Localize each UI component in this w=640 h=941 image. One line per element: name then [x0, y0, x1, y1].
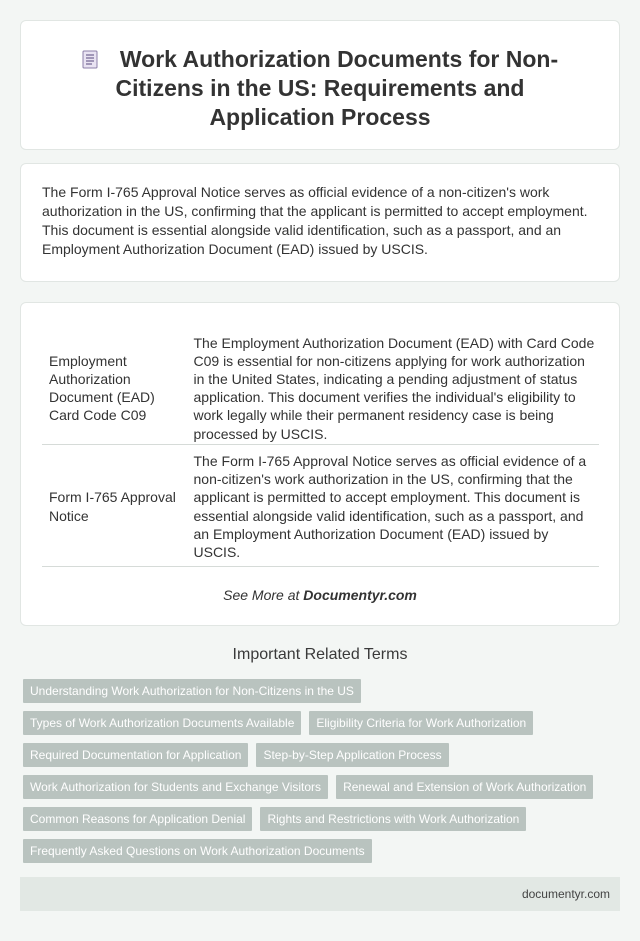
document-icon: [82, 50, 98, 69]
tag-row: [23, 743, 613, 767]
see-more-prefix: See More at: [223, 587, 300, 603]
related-terms-list: [23, 679, 613, 871]
document-description: The Form I-765 Approval Notice serves as official evidence of a non-citizen's work authorization in the US, confirming that the applicant is permitted to accept employment. This document is essential alongside valid identification, such as a passport, and an Employment Authorization Document (EAD) issued by USCIS.: [187, 444, 599, 566]
tag-row: [23, 775, 613, 799]
tag-row: [23, 679, 613, 703]
title-card: [20, 20, 620, 150]
documents-table: [42, 329, 599, 567]
related-terms-title: Important Related Terms: [232, 646, 408, 663]
related-term-tag[interactable]: Types of Work Authorization Documents Available: [23, 711, 301, 735]
document-description: The Employment Authorization Document (EAD) with Card Code C09 is essential for non-citizens applying for work authorization in the United States, indicating a pending adjustment of status application. This document verifies the individual's eligibility to work legally while their permanent residency case is being processed by USCIS.: [187, 329, 599, 444]
documents-card: [20, 302, 620, 626]
document-name: Form I-765 Approval Notice: [42, 444, 187, 566]
related-term-tag[interactable]: Frequently Asked Questions on Work Authorization Documents: [23, 839, 372, 863]
related-term-tag[interactable]: Common Reasons for Application Denial: [23, 807, 252, 831]
table-row: [42, 329, 599, 444]
tag-row: [23, 807, 613, 831]
related-term-tag[interactable]: Renewal and Extension of Work Authorization: [336, 775, 593, 799]
related-term-tag[interactable]: Step-by-Step Application Process: [256, 743, 448, 767]
see-more-link[interactable]: [21, 587, 619, 603]
related-term-tag[interactable]: Required Documentation for Application: [23, 743, 248, 767]
table-row: [42, 444, 599, 566]
see-more-site[interactable]: Documentyr.com: [303, 587, 417, 603]
footer-site-link[interactable]: documentyr.com: [521, 887, 610, 901]
summary-text: The Form I-765 Approval Notice serves as official evidence of a non-citizen's work authorization in the US, confirming that the applicant is permitted to accept employment. This document is essential alongside valid identification, such as a passport, and an Employment Authorization Document (EAD) issued by USCIS.: [42, 184, 588, 257]
tag-row: [23, 839, 613, 863]
document-name: Employment Authorization Document (EAD) Card Code C09: [42, 329, 187, 444]
related-term-tag[interactable]: Eligibility Criteria for Work Authorization: [309, 711, 533, 735]
page-title: [51, 45, 589, 132]
related-term-tag[interactable]: Understanding Work Authorization for Non-Citizens in the US: [23, 679, 361, 703]
footer: [20, 877, 620, 911]
related-term-tag[interactable]: Rights and Restrictions with Work Authorization: [260, 807, 526, 831]
page-title-text: Work Authorization Documents for Non-Citizens in the US: Requirements and Application Process: [115, 46, 559, 130]
tag-row: [23, 711, 613, 735]
summary-card: [20, 163, 620, 282]
related-term-tag[interactable]: Work Authorization for Students and Exchange Visitors: [23, 775, 328, 799]
